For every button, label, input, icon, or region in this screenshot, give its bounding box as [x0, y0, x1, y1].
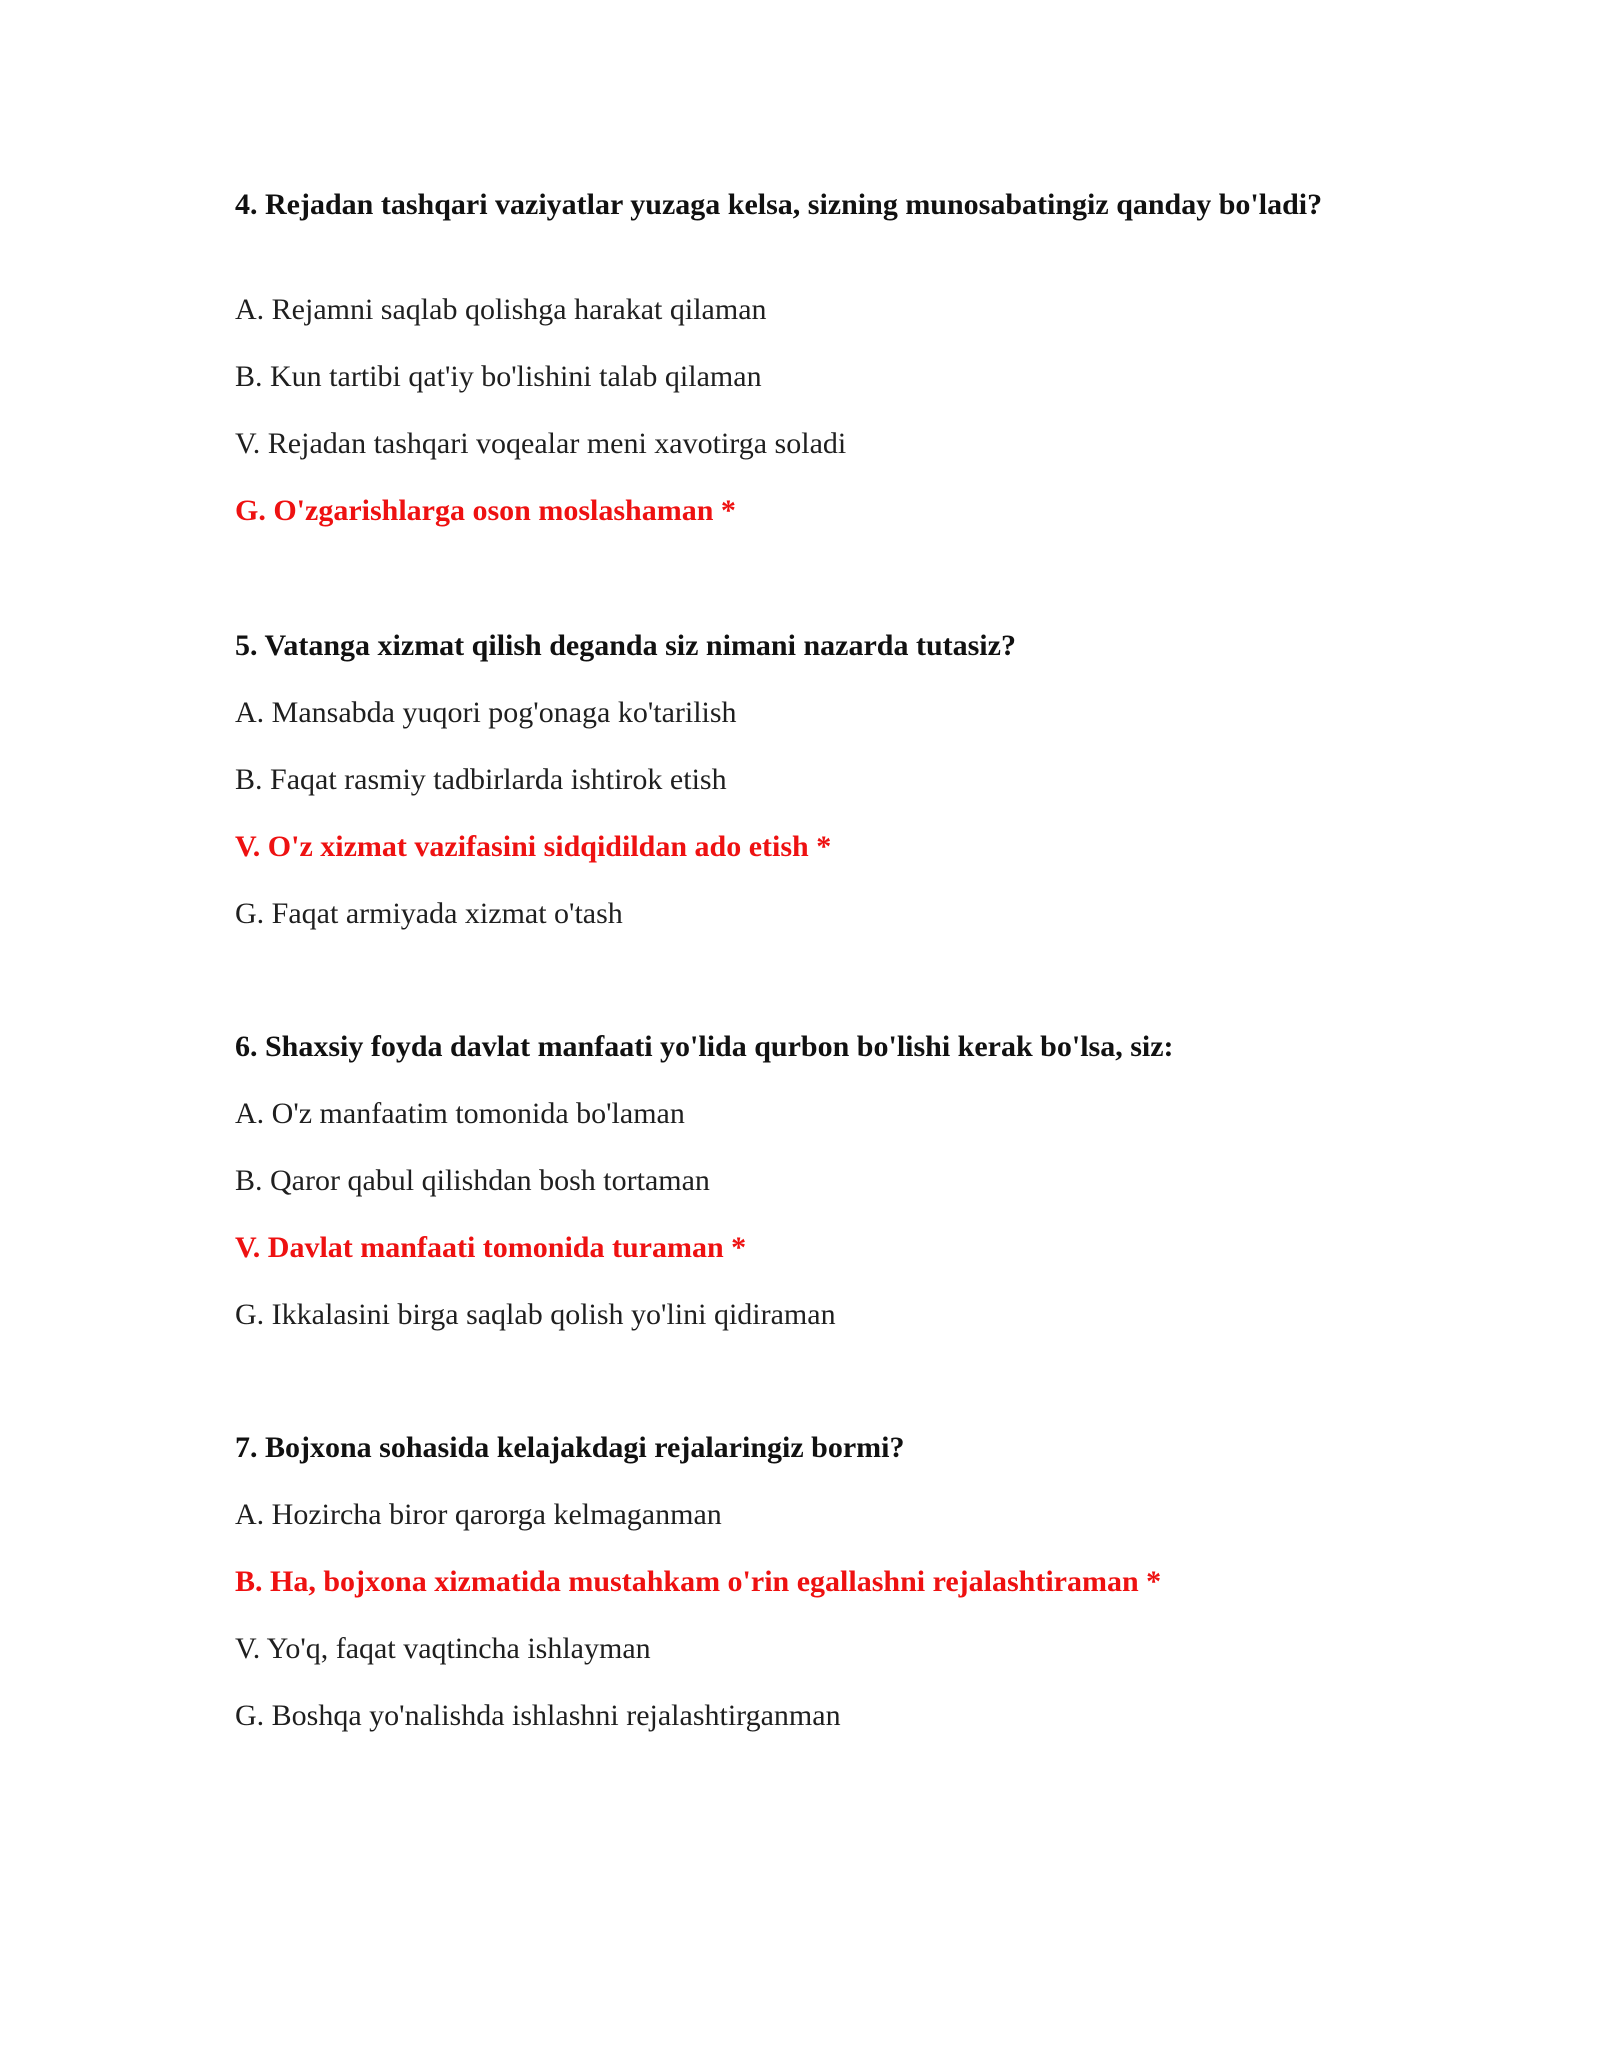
option-v-correct: V. O'z xizmat vazifasini sidqidildan ado etish * — [235, 830, 832, 863]
option-a: A. Rejamni saqlab qolishga harakat qilaman — [235, 293, 767, 326]
question-5 — [235, 626, 1365, 930]
question-text: 5. Vatanga xizmat qilish deganda siz nimani nazarda tutasiz? — [235, 629, 1016, 662]
option-v-correct: V. Davlat manfaati tomonida turaman * — [235, 1231, 747, 1264]
question-7 — [235, 1428, 1365, 1732]
option-b-correct: B. Ha, bojxona xizmatida mustahkam o'rin egallashni rejalashtiraman * — [235, 1565, 1162, 1598]
option-a: A. Hozircha biror qarorga kelmaganman — [235, 1498, 722, 1531]
option-g: G. Ikkalasini birga saqlab qolish yo'lini qidiraman — [235, 1298, 836, 1331]
option-a: A. O'z manfaatim tomonida bo'laman — [235, 1097, 685, 1130]
question-4 — [235, 185, 1365, 527]
question-text: 7. Bojxona sohasida kelajakdagi rejalaringiz bormi? — [235, 1431, 905, 1464]
option-g-correct: G. O'zgarishlarga oson moslashaman * — [235, 494, 736, 527]
option-v: V. Yo'q, faqat vaqtincha ishlayman — [235, 1632, 651, 1665]
option-g: G. Faqat armiyada xizmat o'tash — [235, 897, 623, 930]
option-v: V. Rejadan tashqari voqealar meni xavotirga soladi — [235, 427, 847, 460]
option-b: B. Faqat rasmiy tadbirlarda ishtirok etish — [235, 763, 727, 796]
option-b: B. Qaror qabul qilishdan bosh tortaman — [235, 1164, 710, 1197]
option-a: A. Mansabda yuqori pog'onaga ko'tarilish — [235, 696, 737, 729]
option-b: B. Kun tartibi qat'iy bo'lishini talab qilaman — [235, 360, 762, 393]
option-g: G. Boshqa yo'nalishda ishlashni rejalashtirganman — [235, 1699, 841, 1732]
question-6 — [235, 1027, 1365, 1331]
question-text: 4. Rejadan tashqari vaziyatlar yuzaga kelsa, sizning munosabatingiz qanday bo'ladi? — [235, 188, 1323, 221]
question-text: 6. Shaxsiy foyda davlat manfaati yo'lida qurbon bo'lishi kerak bo'lsa, siz: — [235, 1030, 1174, 1063]
